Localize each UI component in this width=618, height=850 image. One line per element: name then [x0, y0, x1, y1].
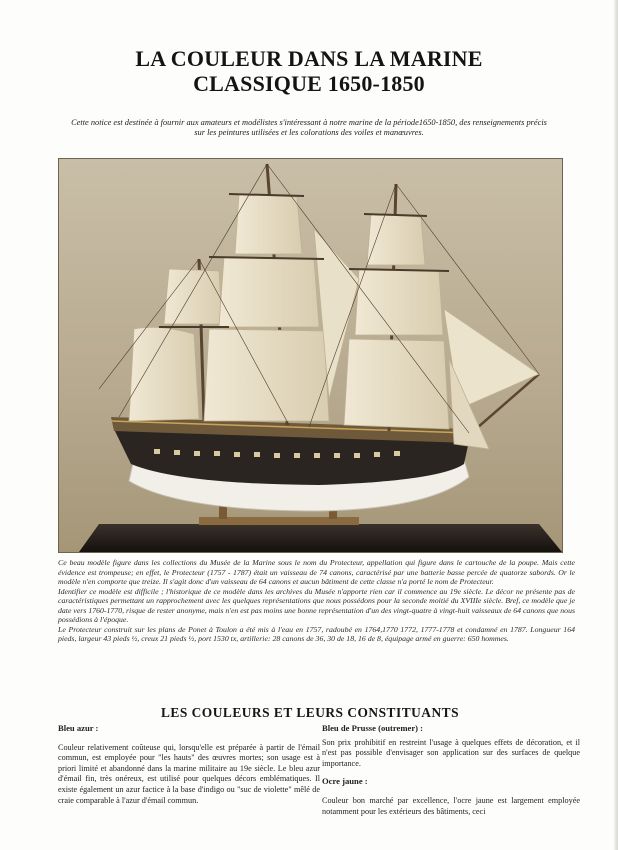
- paragraph-ocre-jaune: Couleur bon marché par excellence, l'ocre jaune est largement employée notamment pour les extérieurs des bâtiments, ceci: [322, 795, 580, 816]
- title-line-2: CLASSIQUE 1650-1850: [193, 71, 425, 96]
- caption-paragraph-1: Ce beau modèle figure dans les collections du Musée de la Marine sous le nom du Protecteur, appellation qui figure dans le cartouche de la poupe. Mais cette évidence est trompeuse; en effet, le Protecteur (1757 - 1787) était un vaisseau de 74 canons, caractérisé par une batterie basse percée de quatorze sabords. Or le modèle n'en comporte que treize. Il s'agit donc d'un vaisseau de 64 canons et aucun bâtiment de cette classe n'a porté le nom de Protecteur.: [58, 558, 575, 587]
- section-title: LES COULEURS ET LEURS CONSTITUANTS: [160, 705, 460, 720]
- photo-caption: [58, 558, 575, 644]
- page-title: [40, 46, 578, 96]
- left-column: [58, 723, 320, 806]
- title-line-1: LA COULEUR DANS LA MARINE: [135, 46, 483, 71]
- paragraph-bleu-azur: Couleur relativement coûteuse qui, lorsqu'elle est préparée à partir de l'émail commun, est employée pour "les hauts" des œuvres mortes; son usage est à priori limité et abandonné dans la marine militaire au 19e siècle. Le bleu azur d'émail fin, très onéreux, est utilisé pour quelques décors emblématiques. Il existe également un azur factice à la base d'indigo ou "suc de violette" mêlé de craie comparable à l'azur d'émail commun.: [58, 742, 320, 805]
- intro-paragraph: Cette notice est destinée à fournir aux amateurs et modélistes s'intéressant à notre marine de la période1650-1850, des renseignements précis sur les peintures utilisées et les colorations des voiles et manœuvres.: [71, 118, 547, 138]
- ship-model-illustration: [59, 159, 562, 552]
- caption-paragraph-2: Identifier ce modèle est difficile ; l'historique de ce modèle dans les archives du Musée n'apporte rien car il commence au 19e siècle. Le décor ne présente pas de caractéristiques permettant un rapprochement avec les quelques représentations que nous possédons pour la seconde moitié du XVIIIe siècle. Bref, ce modèle que je date vers 1760-1770, risque de rester anonyme, mais n'en est pas moins une bonne représentation d'un des vingt-quatre à vingt-huit vaisseaux de 64 canons que nous possédions à l'époque.: [58, 586, 575, 625]
- paragraph-bleu-de-prusse: Son prix prohibitif en restreint l'usage à quelques effets de décoration, et il n'est pas possible d'envisager son application sur des surfaces de quelque importance.: [322, 737, 580, 768]
- page-edge: [614, 0, 618, 850]
- ship-model-photo: [58, 158, 563, 553]
- subheading-bleu-de-prusse: Bleu de Prusse (outremer) :: [322, 723, 424, 733]
- right-column: [322, 723, 580, 817]
- subheading-bleu-azur: Bleu azur :: [58, 723, 99, 733]
- subheading-ocre-jaune: Ocre jaune :: [322, 776, 368, 787]
- caption-paragraph-3: Le Protecteur construit sur les plans de Ponet à Toulon a été mis à l'eau en 1757, radoubé en 1764,1770 1772, 1777-1778 et condamné en 1787. Longueur 164 pieds, largeur 43 pieds ½, creux 21 pieds ½, port 1530 tx, artillerie: 28 canons de 36, 30 de 18, 16 de 8, équipage armé en guerre: 650 hommes.: [58, 624, 575, 644]
